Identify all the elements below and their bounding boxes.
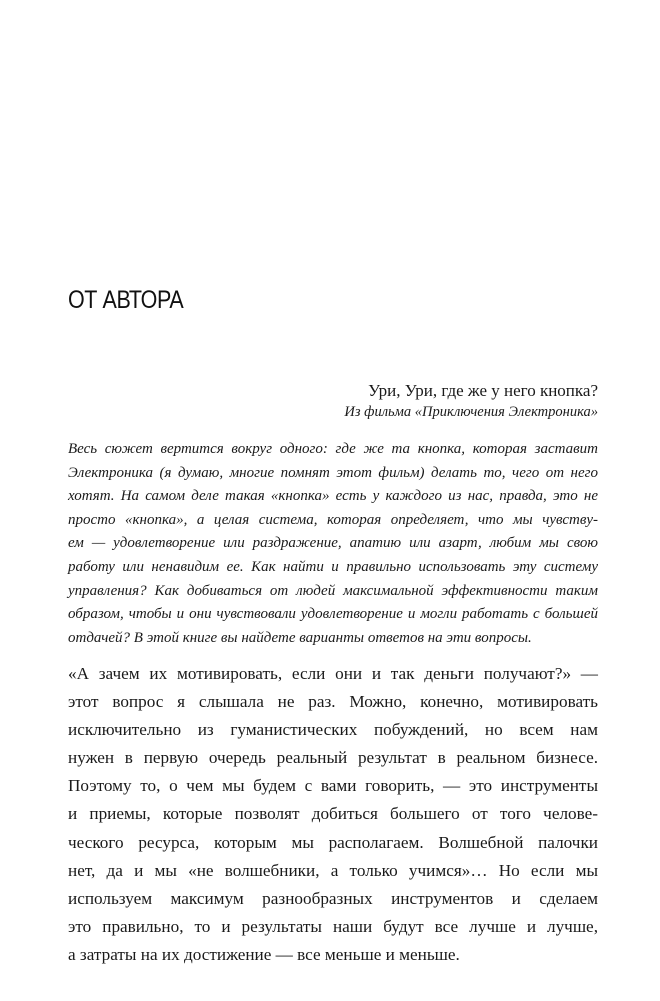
body-line: Поэтому то, о чем мы будем с вами говорить, — это инструменты xyxy=(68,776,598,796)
chapter-title: ОТ АВТОРА xyxy=(68,286,184,314)
epigraph xyxy=(344,380,598,422)
intro-line: образом, чтобы и они чувствовали удовлетворение и могли работать с большей xyxy=(68,606,598,623)
body-line: используем максимум разнообразных инструментов и сделаем xyxy=(68,888,598,908)
epigraph-quote: Ури, Ури, где же у него кнопка? xyxy=(368,381,598,400)
body-line: этот вопрос я слышала не раз. Можно, конечно, мотивировать xyxy=(68,692,598,712)
intro-line: отдачей? В этой книге вы найдете варианты ответов на эти вопросы. xyxy=(68,629,532,646)
body-line: нет, да и мы «не волшебники, а только учимся»… Но если мы xyxy=(68,860,598,880)
intro-line: хотят. На самом деле такая «кнопка» есть у каждого из нас, правда, это не xyxy=(68,488,598,505)
body-line: нужен в первую очередь реальный результат в реальном бизнесе. xyxy=(68,748,598,768)
intro-line: Электроника (я думаю, многие помнят этот фильм) делать то, чего от него xyxy=(68,464,598,481)
epigraph-source: Из фильма «Приключения Электроника» xyxy=(344,404,598,420)
intro-line: работу или ненавидим ее. Как найти и правильно использовать эту систему xyxy=(68,558,598,575)
body-line: исключительно из гуманистических побуждений, но всем нам xyxy=(68,720,598,740)
intro-line: управления? Как добиваться от людей максимальной эффективности таким xyxy=(68,582,598,599)
body-line: это правильно, то и результаты наши будут все лучше и лучше, xyxy=(68,916,598,936)
body-line: ческого ресурса, которым мы располагаем. Волшебной палочки xyxy=(68,832,598,852)
intro-line: Весь сюжет вертится вокруг одного: где же та кнопка, которая заставит xyxy=(68,441,598,457)
intro-paragraph xyxy=(68,438,598,650)
body-paragraph xyxy=(68,660,598,969)
body-line: «А зачем их мотивировать, если они и так деньги получают?» — xyxy=(68,664,598,683)
intro-line: ем — удовлетворение или раздражение, апатию или азарт, любим мы свою xyxy=(68,535,598,552)
body-line: и приемы, которые позволят добиться большего от того челове- xyxy=(68,804,598,824)
body-line: а затраты на их достижение — все меньше и меньше. xyxy=(68,944,460,964)
intro-line: просто «кнопка», а целая система, которая определяет, что мы чувству- xyxy=(68,511,598,528)
